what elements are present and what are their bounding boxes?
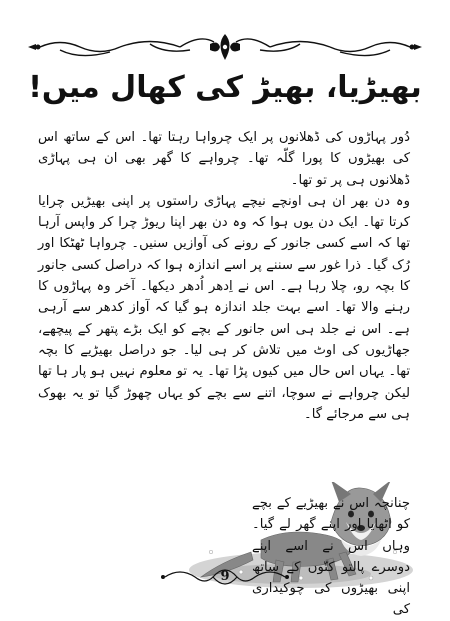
paragraph-2: وہ دن بھر ان ہی اونچے نیچے پہاڑی راستوں پر اپنی بھیڑیں چرایا کرتا تھا۔ ایک دن یوں ہوا کہ وہ دن بھر اپنا ریوڑ چرا کر واپس آرہا تھا کہ اسے کسی جانور کے رونے کی آوازیں سنیں۔ چرواہا ٹھٹکا اور رُک گیا۔ ذرا غور سے سننے پر اسے اندازہ ہوا کہ دراصل کسی جانور کا بچہ رو، چلا رہا ہے۔ اس نے اِدھر اُدھر دیکھا۔ آخر وہ پہاڑوں کا رہنے والا تھا۔ اسے بہت جلد اندازہ ہو گیا کہ آواز کدھر سے آرہی ہے۔ اس نے جلد ہی اس جانور کے بچے کو ایک بڑے پتھر کے پیچھے، جھاڑیوں کی اوٹ میں تلاش کر ہی لیا۔ جو دراصل بھیڑیے کا بچہ تھا۔ یہاں اس حال میں کیوں پڑا تھا۔ یہ تو معلوم نہیں ہو پار ہا تھا لیکن چرواہے نے سوچا، اتنے سے بچے کو یہاں چھوڑ گیا تو یہ بھوک ہی سے مرجائے گا۔ [38, 193, 410, 422]
top-ornament-icon [0, 30, 450, 64]
page-title: بھیڑیا، بھیڑ کی کھال میں! [28, 70, 422, 105]
paragraph-1: دُور پہاڑوں کی ڈھلانوں پر ایک چرواہا رہتا تھا۔ اس کے ساتھ اس کی بھیڑوں کا پورا گلّہ تھا۔ چرواہے کا گھر بھی ان ہی پہاڑی ڈھلانوں ہی پر تو تھا۔ [38, 130, 410, 188]
story-text-continued [252, 493, 410, 621]
story-text [38, 127, 410, 425]
paragraph-3: چنانچہ اس نے بھیڑیے کے بچے کو اٹھایا اور اپنے گھر لے گیا۔ وہاں اس نے اسے اپنے دوسرے پالتو کتّوں کے ساتھ اپنی بھیڑوں کی چوکیداری کی [252, 496, 410, 618]
page-number: 9 [220, 569, 230, 584]
